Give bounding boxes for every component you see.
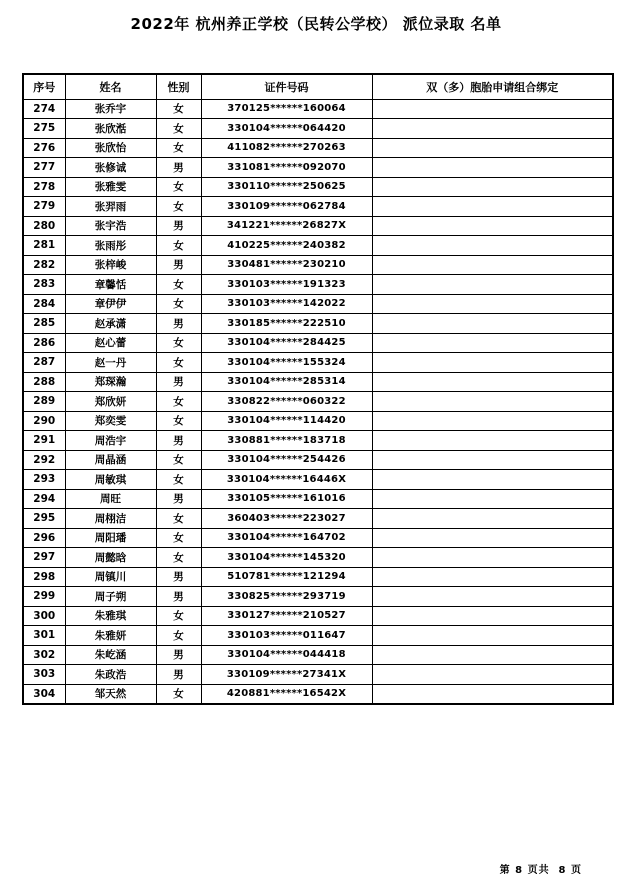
cell-twin-binding	[372, 275, 613, 295]
cell-gender: 男	[156, 431, 201, 451]
cell-gender: 男	[156, 158, 201, 178]
table-row	[23, 528, 613, 548]
cell-gender: 女	[156, 626, 201, 646]
cell-id-number: 420881******16542X	[201, 684, 372, 704]
table-row	[23, 450, 613, 470]
cell-twin-binding	[372, 509, 613, 529]
page-title: 2022年 杭州养正学校（民转公学校） 派位录取 名单	[130, 15, 502, 33]
cell-gender: 男	[156, 587, 201, 607]
cell-twin-binding	[372, 353, 613, 373]
cell-serial-number: 298	[23, 567, 65, 587]
cell-serial-number: 297	[23, 548, 65, 568]
cell-id-number: 330109******062784	[201, 197, 372, 217]
cell-name: 张欣湉	[65, 119, 156, 139]
table-row	[23, 158, 613, 178]
cell-id-number: 330127******210527	[201, 606, 372, 626]
cell-twin-binding	[372, 626, 613, 646]
table-row	[23, 626, 613, 646]
cell-serial-number: 289	[23, 392, 65, 412]
cell-serial-number: 277	[23, 158, 65, 178]
table-row	[23, 216, 613, 236]
cell-name: 周浩宇	[65, 431, 156, 451]
cell-id-number: 330103******191323	[201, 275, 372, 295]
cell-serial-number: 300	[23, 606, 65, 626]
cell-twin-binding	[372, 645, 613, 665]
cell-twin-binding	[372, 197, 613, 217]
cell-twin-binding	[372, 470, 613, 490]
document-page	[0, 13, 632, 887]
cell-serial-number: 278	[23, 177, 65, 197]
cell-serial-number: 296	[23, 528, 65, 548]
cell-id-number: 330881******183718	[201, 431, 372, 451]
cell-serial-number: 276	[23, 138, 65, 158]
header-serial-number: 序号	[23, 74, 65, 99]
cell-twin-binding	[372, 411, 613, 431]
cell-serial-number: 290	[23, 411, 65, 431]
cell-twin-binding	[372, 587, 613, 607]
cell-name: 朱雅琪	[65, 606, 156, 626]
cell-id-number: 330104******164702	[201, 528, 372, 548]
cell-twin-binding	[372, 606, 613, 626]
cell-gender: 男	[156, 372, 201, 392]
cell-name: 郑欣妍	[65, 392, 156, 412]
cell-id-number: 330185******222510	[201, 314, 372, 334]
table-row	[23, 353, 613, 373]
cell-serial-number: 280	[23, 216, 65, 236]
cell-id-number: 360403******223027	[201, 509, 372, 529]
cell-name: 张雅雯	[65, 177, 156, 197]
cell-name: 郑奕雯	[65, 411, 156, 431]
cell-twin-binding	[372, 392, 613, 412]
cell-gender: 男	[156, 255, 201, 275]
cell-id-number: 510781******121294	[201, 567, 372, 587]
table-row	[23, 665, 613, 685]
cell-id-number: 330103******011647	[201, 626, 372, 646]
table-row	[23, 372, 613, 392]
cell-serial-number: 281	[23, 236, 65, 256]
cell-name: 朱政浩	[65, 665, 156, 685]
cell-serial-number: 284	[23, 294, 65, 314]
cell-gender: 男	[156, 489, 201, 509]
cell-serial-number: 301	[23, 626, 65, 646]
cell-name: 周旺	[65, 489, 156, 509]
cell-gender: 男	[156, 567, 201, 587]
cell-gender: 女	[156, 294, 201, 314]
table-row	[23, 119, 613, 139]
cell-gender: 女	[156, 275, 201, 295]
cell-gender: 女	[156, 236, 201, 256]
cell-twin-binding	[372, 333, 613, 353]
cell-gender: 女	[156, 470, 201, 490]
cell-id-number: 330104******254426	[201, 450, 372, 470]
table-row	[23, 138, 613, 158]
cell-twin-binding	[372, 548, 613, 568]
table-row	[23, 236, 613, 256]
cell-id-number: 341221******26827X	[201, 216, 372, 236]
table-row	[23, 587, 613, 607]
header-gender: 性别	[156, 74, 201, 99]
table-row	[23, 314, 613, 334]
header-twin-binding: 双（多）胞胎申请组合绑定	[372, 74, 613, 99]
cell-gender: 女	[156, 548, 201, 568]
cell-name: 周懿晗	[65, 548, 156, 568]
table-row	[23, 567, 613, 587]
table-row	[23, 684, 613, 704]
cell-id-number: 330104******284425	[201, 333, 372, 353]
cell-gender: 男	[156, 645, 201, 665]
cell-gender: 女	[156, 684, 201, 704]
cell-id-number: 330104******16446X	[201, 470, 372, 490]
cell-name: 赵心蕾	[65, 333, 156, 353]
cell-twin-binding	[372, 314, 613, 334]
cell-twin-binding	[372, 177, 613, 197]
table-row	[23, 333, 613, 353]
cell-twin-binding	[372, 294, 613, 314]
cell-name: 周子朔	[65, 587, 156, 607]
cell-serial-number: 293	[23, 470, 65, 490]
cell-serial-number: 295	[23, 509, 65, 529]
cell-gender: 女	[156, 177, 201, 197]
table-row	[23, 255, 613, 275]
table-row	[23, 431, 613, 451]
cell-name: 周晶涵	[65, 450, 156, 470]
cell-id-number: 330481******230210	[201, 255, 372, 275]
table-row	[23, 645, 613, 665]
cell-twin-binding	[372, 567, 613, 587]
cell-id-number: 330110******250625	[201, 177, 372, 197]
cell-serial-number: 292	[23, 450, 65, 470]
cell-name: 张宇浩	[65, 216, 156, 236]
cell-id-number: 330103******142022	[201, 294, 372, 314]
cell-name: 章馨恬	[65, 275, 156, 295]
table-row	[23, 606, 613, 626]
cell-serial-number: 304	[23, 684, 65, 704]
table-row	[23, 99, 613, 119]
cell-twin-binding	[372, 99, 613, 119]
cell-gender: 女	[156, 119, 201, 139]
cell-name: 张欣怡	[65, 138, 156, 158]
cell-serial-number: 286	[23, 333, 65, 353]
cell-id-number: 370125******160064	[201, 99, 372, 119]
cell-id-number: 330109******27341X	[201, 665, 372, 685]
cell-twin-binding	[372, 489, 613, 509]
admission-roster-table	[22, 73, 614, 705]
cell-gender: 女	[156, 450, 201, 470]
cell-serial-number: 274	[23, 99, 65, 119]
cell-name: 章伊伊	[65, 294, 156, 314]
cell-id-number: 330822******060322	[201, 392, 372, 412]
cell-serial-number: 291	[23, 431, 65, 451]
cell-gender: 男	[156, 216, 201, 236]
cell-serial-number: 282	[23, 255, 65, 275]
cell-gender: 女	[156, 333, 201, 353]
cell-twin-binding	[372, 684, 613, 704]
header-id-number: 证件号码	[201, 74, 372, 99]
cell-serial-number: 285	[23, 314, 65, 334]
cell-twin-binding	[372, 158, 613, 178]
cell-twin-binding	[372, 255, 613, 275]
table-row	[23, 548, 613, 568]
table-row	[23, 177, 613, 197]
cell-twin-binding	[372, 236, 613, 256]
table-row	[23, 197, 613, 217]
cell-id-number: 411082******270263	[201, 138, 372, 158]
header-name: 姓名	[65, 74, 156, 99]
cell-name: 朱雅妍	[65, 626, 156, 646]
cell-id-number: 330825******293719	[201, 587, 372, 607]
cell-name: 朱屹涵	[65, 645, 156, 665]
cell-twin-binding	[372, 450, 613, 470]
cell-name: 周阳璠	[65, 528, 156, 548]
cell-twin-binding	[372, 216, 613, 236]
cell-twin-binding	[372, 431, 613, 451]
cell-gender: 男	[156, 665, 201, 685]
cell-serial-number: 287	[23, 353, 65, 373]
cell-twin-binding	[372, 138, 613, 158]
cell-serial-number: 279	[23, 197, 65, 217]
cell-id-number: 330104******064420	[201, 119, 372, 139]
cell-twin-binding	[372, 119, 613, 139]
table-row	[23, 294, 613, 314]
cell-name: 周敏琪	[65, 470, 156, 490]
table-row	[23, 411, 613, 431]
cell-name: 张羿雨	[65, 197, 156, 217]
cell-name: 张梓峻	[65, 255, 156, 275]
cell-gender: 女	[156, 528, 201, 548]
cell-gender: 男	[156, 314, 201, 334]
cell-twin-binding	[372, 665, 613, 685]
cell-name: 邹天然	[65, 684, 156, 704]
table-row	[23, 489, 613, 509]
cell-id-number: 330104******044418	[201, 645, 372, 665]
cell-serial-number: 275	[23, 119, 65, 139]
cell-id-number: 410225******240382	[201, 236, 372, 256]
cell-name: 张雨彤	[65, 236, 156, 256]
cell-id-number: 330104******145320	[201, 548, 372, 568]
cell-gender: 女	[156, 138, 201, 158]
cell-id-number: 330104******285314	[201, 372, 372, 392]
cell-name: 赵一丹	[65, 353, 156, 373]
cell-serial-number: 294	[23, 489, 65, 509]
cell-twin-binding	[372, 528, 613, 548]
table-row	[23, 275, 613, 295]
cell-id-number: 330104******155324	[201, 353, 372, 373]
cell-serial-number: 283	[23, 275, 65, 295]
table-header-row	[23, 74, 613, 99]
cell-serial-number: 288	[23, 372, 65, 392]
cell-serial-number: 303	[23, 665, 65, 685]
cell-name: 郑琛瀚	[65, 372, 156, 392]
table-row	[23, 470, 613, 490]
cell-name: 张乔宇	[65, 99, 156, 119]
table-row	[23, 509, 613, 529]
cell-name: 周栩洁	[65, 509, 156, 529]
cell-gender: 女	[156, 197, 201, 217]
cell-twin-binding	[372, 372, 613, 392]
cell-id-number: 330105******161016	[201, 489, 372, 509]
cell-name: 周镇川	[65, 567, 156, 587]
cell-gender: 女	[156, 99, 201, 119]
cell-gender: 女	[156, 509, 201, 529]
table-row	[23, 392, 613, 412]
cell-name: 张修诚	[65, 158, 156, 178]
cell-gender: 女	[156, 606, 201, 626]
cell-serial-number: 302	[23, 645, 65, 665]
cell-name: 赵承潇	[65, 314, 156, 334]
cell-serial-number: 299	[23, 587, 65, 607]
cell-gender: 女	[156, 411, 201, 431]
cell-gender: 女	[156, 353, 201, 373]
page-footer: 第 8 页共 8 页	[499, 865, 582, 876]
cell-gender: 女	[156, 392, 201, 412]
cell-id-number: 330104******114420	[201, 411, 372, 431]
cell-id-number: 331081******092070	[201, 158, 372, 178]
